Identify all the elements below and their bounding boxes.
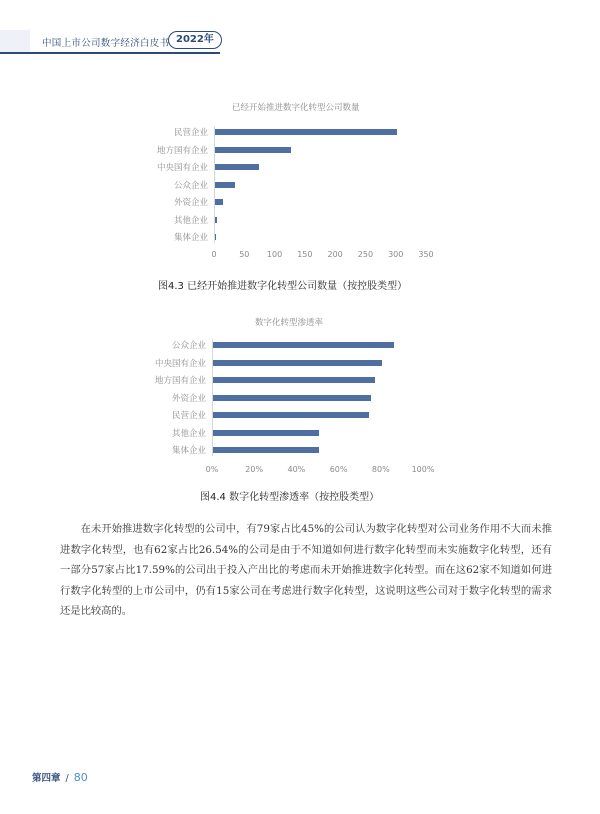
category-label: 外资企业: [173, 198, 208, 208]
category-label: 公众企业: [171, 341, 206, 351]
figure-caption-4-4: 图4.4 数字化转型渗透率（按控股类型）: [200, 492, 380, 503]
bar: [213, 447, 319, 453]
bar: [213, 412, 369, 418]
page-footer: [32, 770, 88, 784]
category-label: 其他企业: [171, 428, 206, 439]
x-tick-label: 60%: [329, 465, 348, 474]
category-label: 地方国有企业: [156, 145, 208, 156]
category-label: 集体企业: [171, 446, 206, 456]
x-tick-label: 200: [327, 250, 343, 259]
body-paragraph: 在未开始推进数字化转型的公司中，有79家占比45%的公司认为数字化转型对公司业务作用不大而未推进数字化转型，也有62家占比26.54%的公司是由于不知道如何进行数字化转型而未实施数字化转型，还有一部分57家占比17.59%的公司出于投入产出比的考虑而未开始推进数字化转型。而在这62家不知道如何进行数字化转型的上市公司中，仍有15家公司在考虑进行数字化转型，这说明这些公司对于数字化转型的需求还是比较高的。: [60, 523, 552, 617]
x-tick-label: 80%: [371, 465, 390, 474]
figure-caption-4-3: 图4.3 已经开始推进数字化转型公司数量（按控股类型）: [158, 281, 408, 292]
x-tick-label: 100: [266, 250, 283, 259]
category-label: 民营企业: [171, 411, 206, 421]
bar: [213, 377, 375, 383]
category-label: 集体企业: [173, 233, 208, 243]
chart-title: 已经开始推进数字化转型公司数量: [232, 103, 360, 113]
x-tick-label: 350: [418, 250, 434, 259]
header-year-badge: 2022年: [168, 31, 222, 49]
bar: [213, 342, 394, 348]
category-label: 公众企业: [173, 180, 208, 191]
category-label: 民营企业: [173, 128, 208, 138]
header-title: 中国上市公司数字经济白皮书: [42, 38, 170, 49]
category-label: 外资企业: [171, 393, 206, 404]
x-tick-label: 0%: [205, 465, 219, 474]
bar: [213, 430, 319, 436]
x-tick-label: 50: [239, 250, 250, 259]
x-tick-label: 250: [357, 250, 374, 259]
category-label: 中央国有企业: [156, 163, 208, 173]
category-label: 其他企业: [173, 215, 208, 226]
x-tick-label: 40%: [287, 465, 306, 474]
category-label: 地方国有企业: [154, 376, 206, 386]
x-tick-label: 300: [388, 250, 404, 259]
bar: [213, 360, 382, 366]
chart-title: 数字化转型渗透率: [255, 318, 324, 328]
footer-chapter: 第四章: [32, 773, 61, 784]
bar: [213, 395, 371, 401]
x-tick-label: 20%: [245, 465, 264, 474]
footer-separator: /: [65, 773, 69, 784]
x-tick-label: 0: [211, 250, 217, 259]
x-tick-label: 100%: [411, 465, 435, 474]
page-number: 80: [73, 771, 88, 784]
category-label: 中央国有企业: [154, 358, 206, 369]
x-tick-label: 150: [297, 250, 313, 259]
